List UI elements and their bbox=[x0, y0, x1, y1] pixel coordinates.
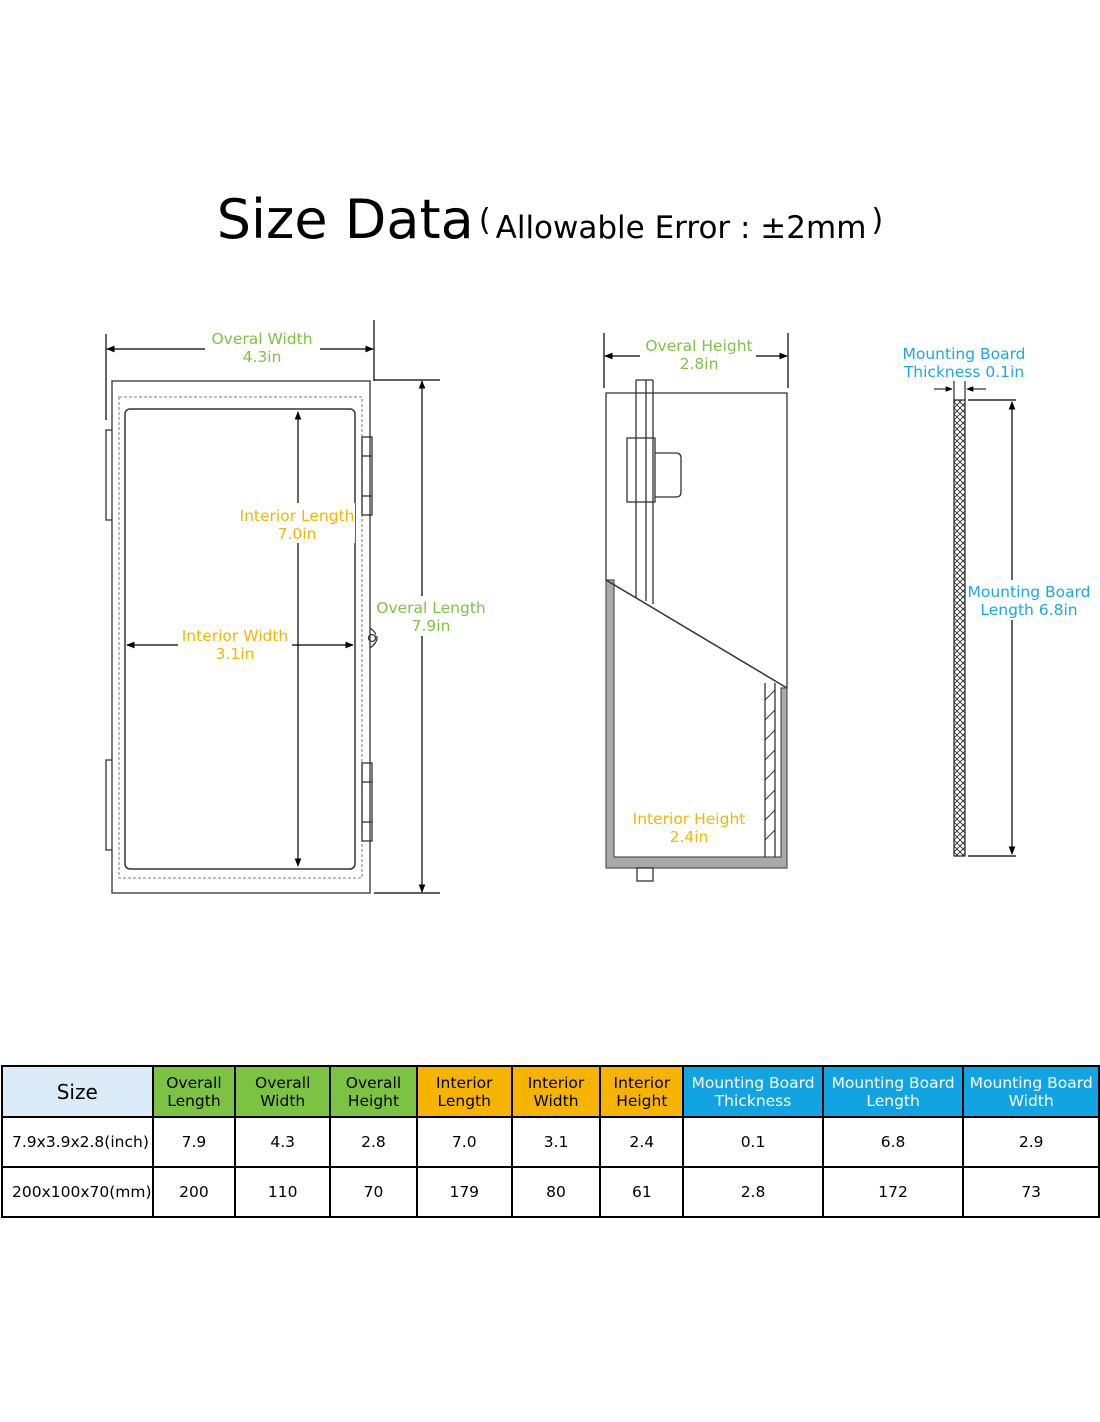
column-header-overall-length: Overall Length bbox=[153, 1066, 236, 1117]
table-cell: 70 bbox=[330, 1167, 417, 1217]
title-paren-close: ) bbox=[871, 203, 884, 238]
interior-height-value: 2.4in bbox=[669, 828, 709, 846]
hinge-knuckle bbox=[655, 453, 681, 497]
overall-length-dimension bbox=[374, 380, 440, 893]
table-cell: 110 bbox=[235, 1167, 330, 1217]
title-paren-open: ( bbox=[478, 203, 491, 238]
overall-height-name: Overal Height bbox=[645, 337, 753, 355]
board-thickness-name: Mounting Board bbox=[902, 345, 1026, 363]
table-cell: 2.8 bbox=[330, 1117, 417, 1167]
table-cell: 7.0 bbox=[417, 1117, 512, 1167]
table-cell: 61 bbox=[600, 1167, 683, 1217]
overall-width-name: Overal Width bbox=[211, 330, 313, 348]
row-label-inch: 7.9x3.9x2.8(inch) bbox=[2, 1117, 153, 1167]
hinge-block bbox=[627, 438, 655, 502]
side-view bbox=[606, 380, 787, 881]
left-latch-top bbox=[106, 430, 112, 520]
table-row bbox=[2, 1117, 1099, 1167]
board-thickness-dimension bbox=[934, 381, 986, 400]
table-cell: 200 bbox=[153, 1167, 236, 1217]
table-cell: 172 bbox=[823, 1167, 964, 1217]
column-header-board-width: Mounting Board Width bbox=[963, 1066, 1099, 1117]
title-main: Size Data bbox=[216, 188, 474, 251]
title-subtitle: Allowable Error : ±2mm bbox=[495, 210, 867, 246]
column-header-board-length: Mounting Board Length bbox=[823, 1066, 964, 1117]
side-view-foot bbox=[637, 868, 653, 881]
interior-width-name: Interior Width bbox=[181, 627, 289, 645]
column-header-interior-length: Interior Length bbox=[417, 1066, 512, 1117]
board-length-name: Mounting Board bbox=[967, 583, 1091, 601]
board-length-value: Length 6.8in bbox=[980, 601, 1078, 619]
overall-width-value: 4.3in bbox=[242, 348, 282, 366]
table-cell: 2.9 bbox=[963, 1117, 1099, 1167]
column-header-overall-width: Overall Width bbox=[235, 1066, 330, 1117]
table-cell: 179 bbox=[417, 1167, 512, 1217]
mounting-board-section bbox=[954, 400, 965, 856]
column-header-overall-height: Overall Height bbox=[330, 1066, 417, 1117]
overall-length-value: 7.9in bbox=[411, 617, 451, 635]
table-cell: 7.9 bbox=[153, 1117, 236, 1167]
table-cell: 0.1 bbox=[683, 1117, 823, 1167]
table-cell: 6.8 bbox=[823, 1117, 964, 1167]
left-latch-bottom bbox=[106, 760, 112, 850]
table-cell: 2.8 bbox=[683, 1167, 823, 1217]
column-header-interior-height: Interior Height bbox=[600, 1066, 683, 1117]
section-cut-line bbox=[606, 580, 787, 688]
interior-length-name: Interior Length bbox=[239, 507, 355, 525]
row-label-mm: 200x100x70(mm) bbox=[2, 1167, 153, 1217]
side-view-outline bbox=[606, 393, 787, 688]
overall-height-value: 2.8in bbox=[679, 355, 719, 373]
size-column-header: Size bbox=[2, 1066, 153, 1117]
table-cell: 4.3 bbox=[235, 1117, 330, 1167]
table-cell: 80 bbox=[512, 1167, 601, 1217]
column-header-board-thickness: Mounting Board Thickness bbox=[683, 1066, 823, 1117]
board-thickness-value: Thickness 0.1in bbox=[903, 363, 1025, 381]
overall-length-name: Overal Length bbox=[376, 599, 486, 617]
table-cell: 2.4 bbox=[600, 1117, 683, 1167]
table-header-row bbox=[2, 1066, 1099, 1117]
table-row bbox=[2, 1167, 1099, 1217]
interior-width-value: 3.1in bbox=[215, 645, 255, 663]
size-table bbox=[1, 1065, 1100, 1218]
board-length-dimension bbox=[968, 400, 1016, 856]
interior-length-value: 7.0in bbox=[277, 525, 317, 543]
table-cell: 73 bbox=[963, 1167, 1099, 1217]
interior-height-name: Interior Height bbox=[632, 810, 746, 828]
table-cell: 3.1 bbox=[512, 1117, 601, 1167]
column-header-interior-width: Interior Width bbox=[512, 1066, 601, 1117]
